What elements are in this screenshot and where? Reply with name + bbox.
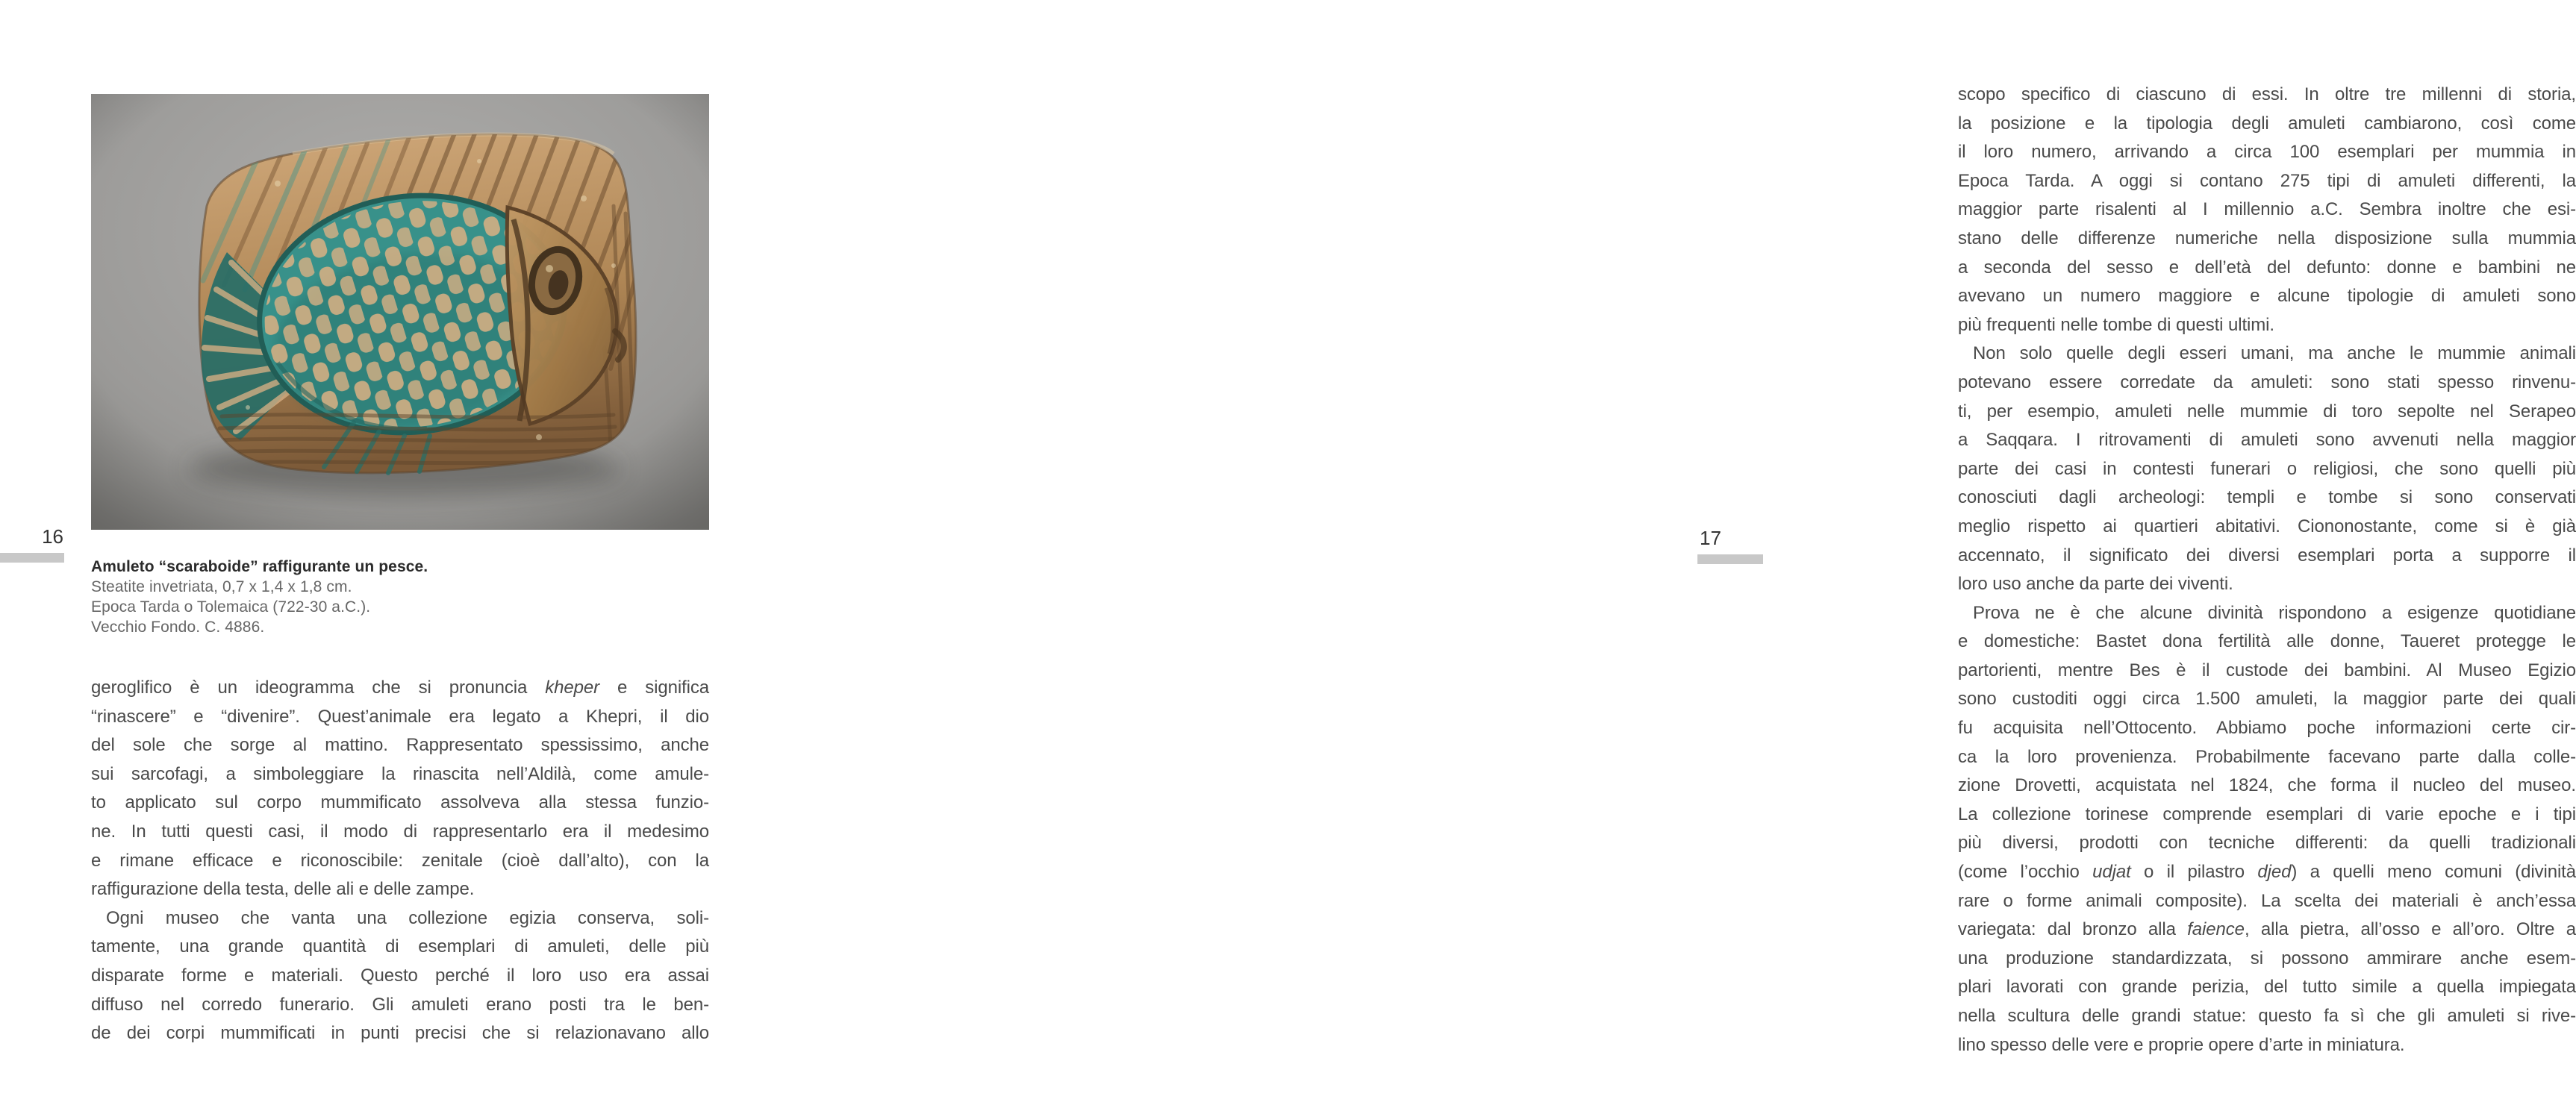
text-line: parte dei casi in contesti funerari o religiosi, che sono quelli più bbox=[1958, 458, 2576, 479]
caption-period: Epoca Tarda o Tolemaica (722-30 a.C.). bbox=[91, 598, 371, 616]
text-line: raffigurazione della testa, delle ali e delle zampe. bbox=[91, 879, 475, 900]
text-line: sui sarcofagi, a simboleggiare la rinascita nell’Aldilà, come amule- bbox=[91, 763, 709, 784]
caption-material: Steatite invetriata, 0,7 x 1,4 x 1,8 cm. bbox=[91, 578, 352, 595]
page-number-bar-left bbox=[0, 553, 64, 563]
paragraph bbox=[91, 674, 709, 904]
text-line: La collezione torinese comprende esemplari di varie epoche e i tipi bbox=[1958, 804, 2576, 824]
text-line: to applicato sul corpo mummificato assolveva alla stessa funzio- bbox=[91, 792, 709, 813]
text-line: il loro numero, arrivando a circa 100 esemplari per mummia in bbox=[1958, 142, 2576, 163]
right-body-text bbox=[1958, 81, 2576, 1060]
text-line: ti, per esempio, amuleti nelle mummie di toro sepolte nel Serapeo bbox=[1958, 401, 2576, 422]
page-number-left: 16 bbox=[42, 525, 63, 548]
text-line: nella scultura delle grandi statue: questo fa sì che gli amuleti si rive- bbox=[1958, 1006, 2576, 1026]
paragraph bbox=[1958, 599, 2576, 1060]
italic-term: kheper bbox=[545, 677, 600, 698]
text-line: lino spesso delle vere e proprie opere d’arte in miniatura. bbox=[1958, 1034, 2405, 1055]
text-line: Prova ne è che alcune divinità rispondono a esigenze quotidiane bbox=[1973, 602, 2576, 623]
text-line: conosciuti dagli archeologi: templi e tombe si sono conservati bbox=[1958, 487, 2576, 508]
italic-term: faience bbox=[2187, 919, 2245, 940]
left-page bbox=[0, 0, 882, 1111]
text-line: più diversi, prodotti con tecniche differenti: da quelli tradizionali bbox=[1958, 833, 2576, 854]
text-line: partorienti, mentre Bes è il custode dei bambini. Al Museo Egizio bbox=[1958, 660, 2576, 680]
text-line: disparate forme e materiali. Questo perché il loro uso era assai bbox=[91, 965, 709, 986]
text-line: ne. In tutti questi casi, il modo di rappresentarlo era il medesimo bbox=[91, 821, 709, 842]
text-line: meglio rispetto ai quartieri abitativi. Ciononostante, come si è già bbox=[1958, 516, 2576, 536]
text-line: del sole che sorge al mattino. Rappresentato spessissimo, anche bbox=[91, 735, 709, 756]
text-line: plari lavorati con grande perizia, del tutto simile a quella impiegata bbox=[1958, 977, 2576, 998]
text-line: avevano un numero maggiore e alcune tipologie di amuleti sono bbox=[1958, 286, 2576, 307]
amulet-illustration bbox=[91, 94, 709, 530]
text-line: più frequenti nelle tombe di questi ultimi. bbox=[1958, 314, 2274, 335]
text-line: potevano essere corredate da amuleti: sono stati spesso rinvenu- bbox=[1958, 372, 2576, 392]
text-line: Epoca Tarda. A oggi si contano 275 tipi di amuleti differenti, la bbox=[1958, 170, 2576, 191]
text-line: maggior parte risalenti al I millennio a.C. Sembra inoltre che esi- bbox=[1958, 199, 2576, 220]
text-line: scopo specifico di ciascuno di essi. In oltre tre millenni di storia, bbox=[1958, 84, 2576, 104]
text-line: sono custoditi oggi circa 1.500 amuleti, la maggior parte dei quali bbox=[1958, 689, 2576, 710]
text-line: loro uso anche da parte dei viventi. bbox=[1958, 574, 2233, 595]
text-line: a Saqqara. I ritrovamenti di amuleti sono avvenuti nella maggior bbox=[1958, 430, 2576, 451]
text-line: una produzione standardizzata, si possono ammirare anche esem- bbox=[1958, 948, 2576, 968]
paragraph bbox=[91, 904, 709, 1048]
text-line: Non solo quelle degli esseri umani, ma anche le mummie animali bbox=[1973, 343, 2576, 364]
text-line: rare o forme animali composite). La scelta dei materiali è anch’essa bbox=[1958, 890, 2576, 911]
left-body-text bbox=[91, 674, 709, 1048]
text-line: a seconda del sesso e dell’età del defunto: donne e bambini ne bbox=[1958, 257, 2576, 278]
text-line: (come l’occhio udjat o il pilastro djed) a quelli meno comuni (divinità bbox=[1958, 862, 2576, 883]
text-line: e rimane efficace e riconoscibile: zenitale (cioè dall’alto), con la bbox=[91, 850, 709, 871]
photo-vignette bbox=[91, 94, 709, 530]
text-line: zione Drovetti, acquistata nel 1824, che forma il nucleo del museo. bbox=[1958, 775, 2576, 796]
text-line: ca la loro provenienza. Probabilmente facevano parte dalla colle- bbox=[1958, 746, 2576, 767]
text-line: la posizione e la tipologia degli amuleti cambiarono, così come bbox=[1958, 113, 2576, 134]
caption-inventory: Vecchio Fondo. C. 4886. bbox=[91, 619, 265, 636]
text-line: e domestiche: Bastet dona fertilità alle donne, Taueret protegge le bbox=[1958, 631, 2576, 652]
right-page bbox=[882, 0, 2576, 1111]
text-line: tamente, una grande quantità di esemplari di amuleti, delle più bbox=[91, 936, 709, 957]
italic-term: udjat bbox=[2092, 862, 2131, 883]
amulet-photo bbox=[91, 94, 709, 530]
text-line: geroglifico è un ideogramma che si pronuncia kheper e significa bbox=[91, 677, 709, 698]
page-number-right: 17 bbox=[1700, 527, 1721, 549]
paragraph bbox=[1958, 81, 2576, 339]
text-line: de dei corpi mummificati in punti precisi che si relazionavano allo bbox=[91, 1023, 709, 1044]
text-line: “rinascere” e “divenire”. Quest’animale era legato a Khepri, il dio bbox=[91, 706, 709, 727]
paragraph bbox=[1958, 339, 2576, 598]
text-line: diffuso nel corredo funerario. Gli amuleti erano posti tra le ben- bbox=[91, 994, 709, 1015]
page-number-bar-right bbox=[1697, 554, 1763, 564]
italic-term: djed bbox=[2257, 862, 2292, 883]
photo-caption bbox=[91, 557, 709, 637]
text-line: accennato, il significato dei diversi esemplari porta a supporre il bbox=[1958, 545, 2576, 566]
caption-title: Amuleto “scaraboide” raffigurante un pesce. bbox=[91, 558, 428, 575]
text-line: stano delle differenze numeriche nella disposizione sulla mummia bbox=[1958, 228, 2576, 248]
text-line: variegata: dal bronzo alla faience, alla pietra, all’osso e all’oro. Oltre a bbox=[1958, 919, 2576, 940]
text-line: Ogni museo che vanta una collezione egizia conserva, soli- bbox=[106, 907, 709, 928]
text-line: fu acquisita nell’Ottocento. Abbiamo poche informazioni certe cir- bbox=[1958, 718, 2576, 739]
